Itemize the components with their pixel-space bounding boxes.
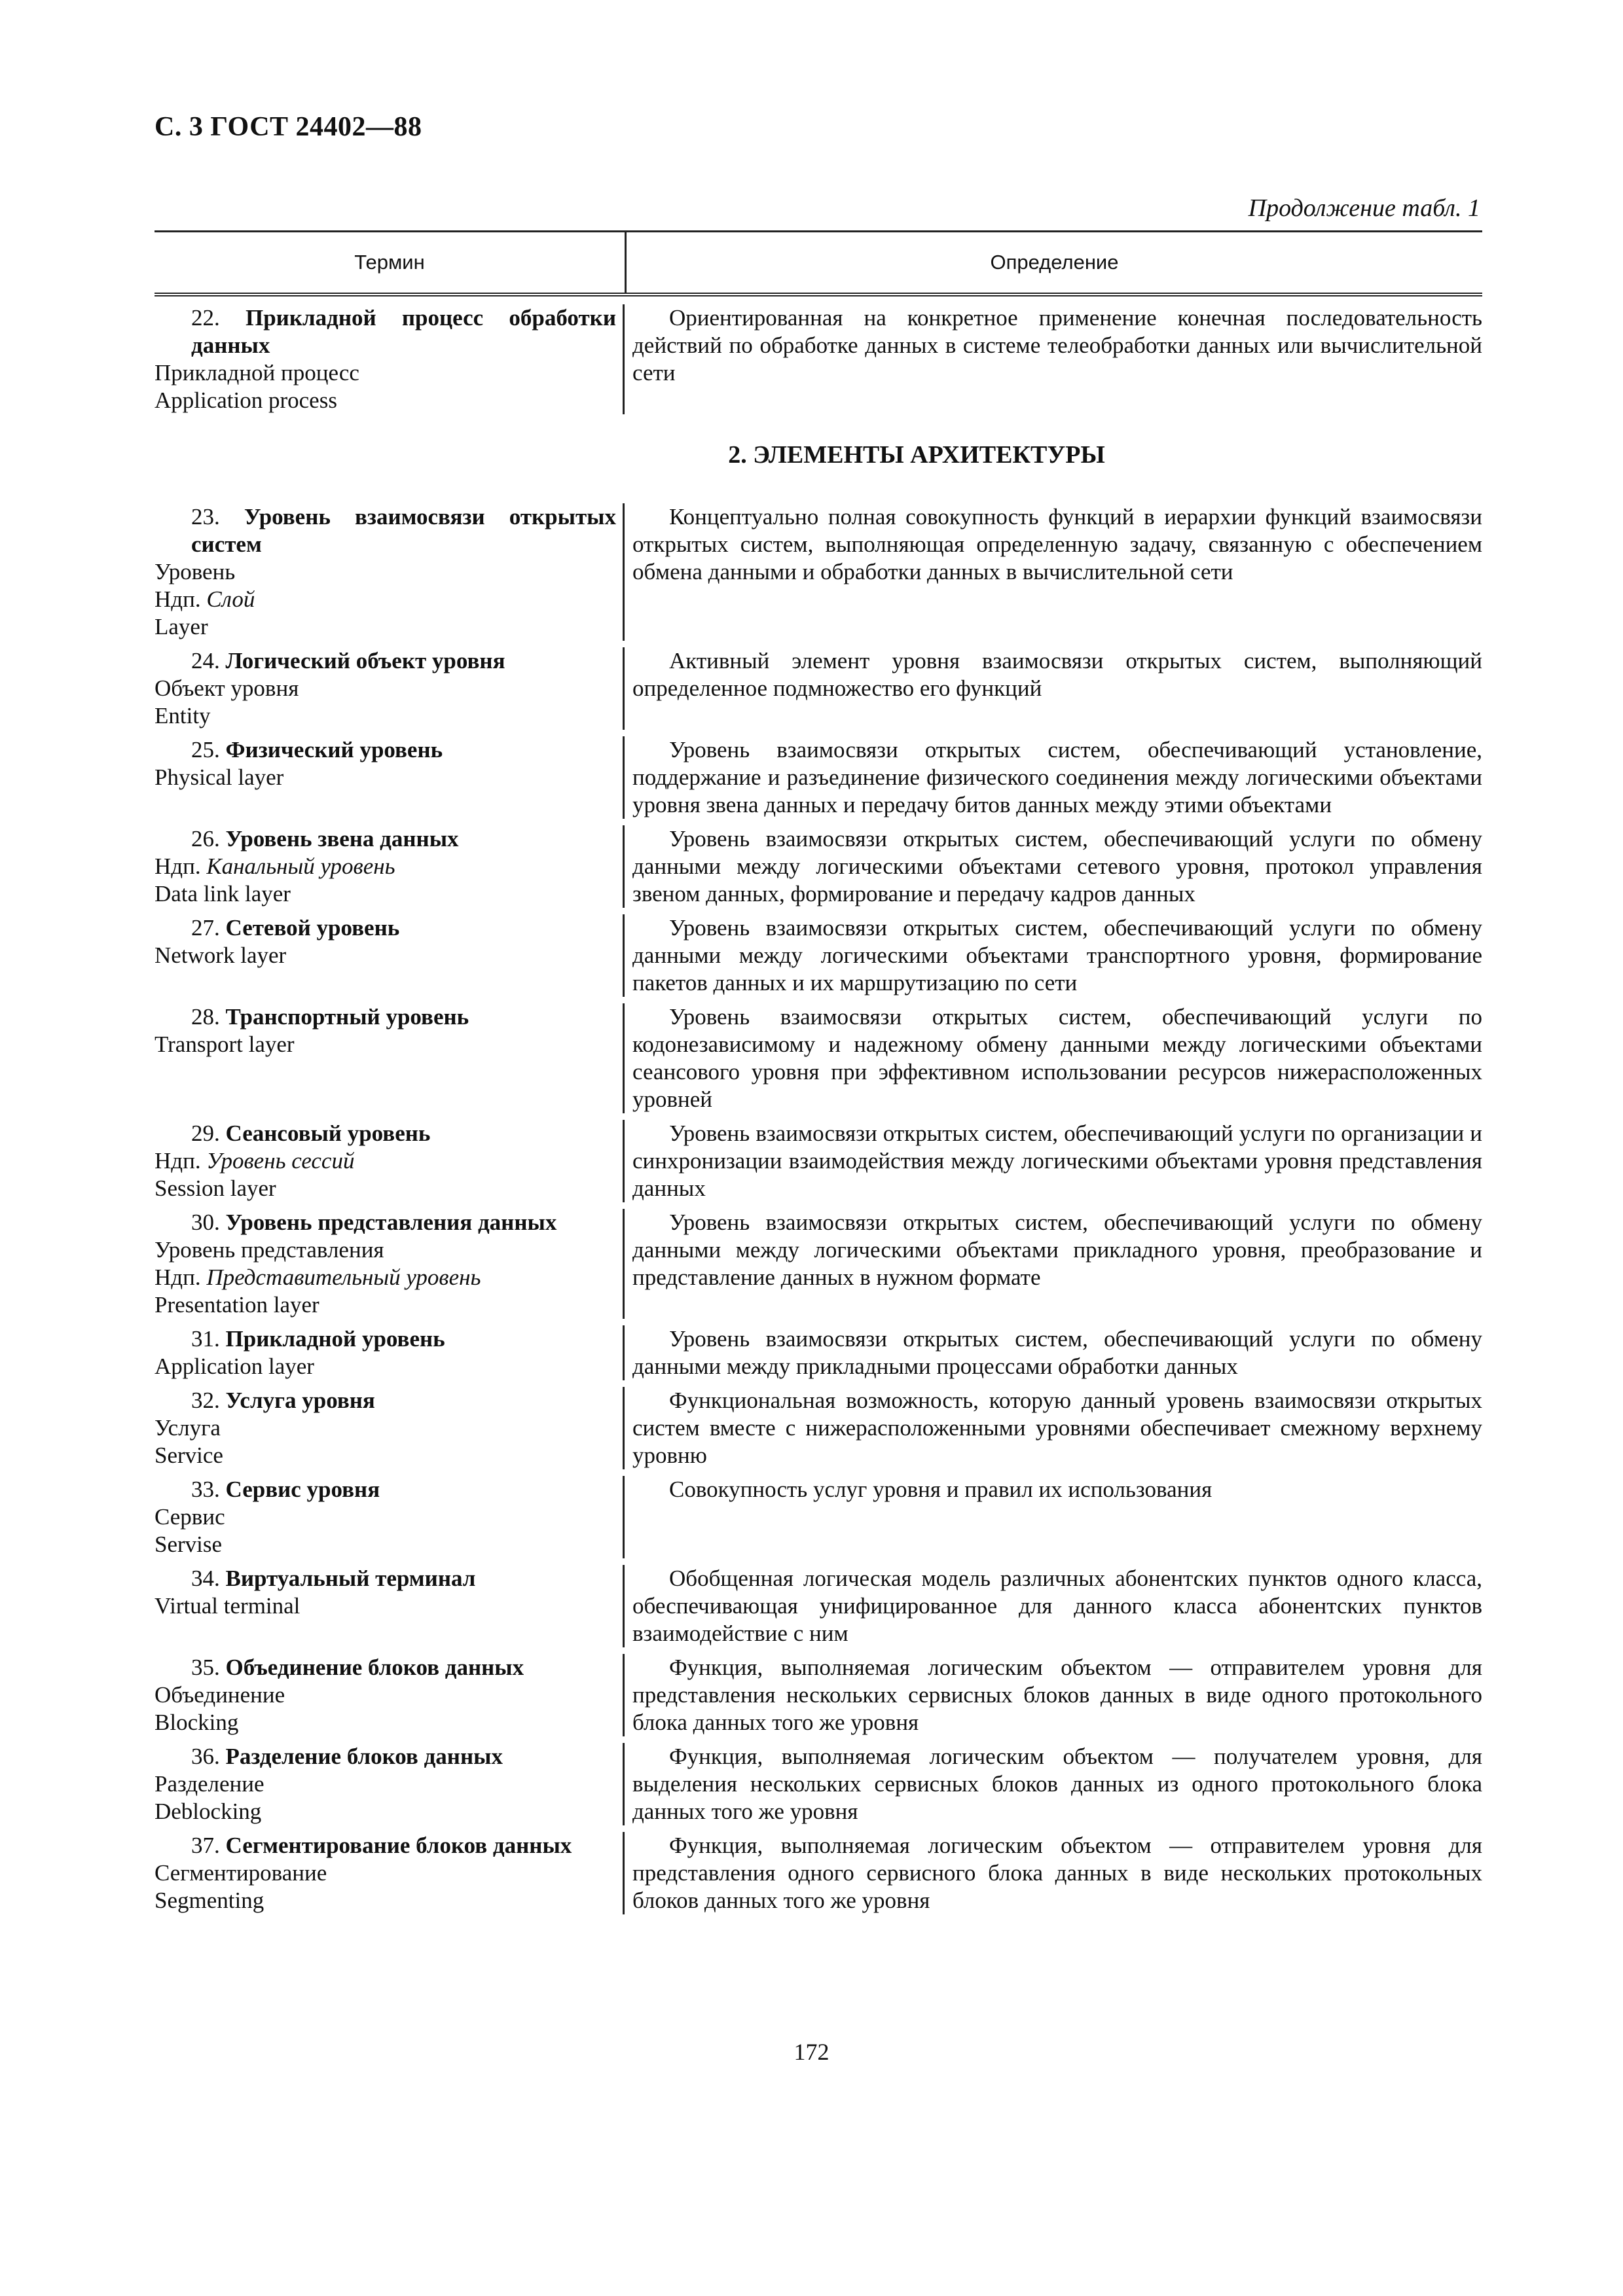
- table-row: [155, 825, 1482, 908]
- term-number: 29.: [191, 1121, 220, 1146]
- term-number: 31.: [191, 1326, 220, 1352]
- term-name: Сетевой уровень: [225, 915, 400, 941]
- term-number: 22.: [191, 305, 220, 331]
- term-synonym: Application layer: [155, 1354, 314, 1379]
- term-name: Сеансовый уровень: [225, 1121, 431, 1146]
- term-synonym: Servise: [155, 1532, 223, 1557]
- term-cell: [155, 914, 625, 997]
- table-continuation-label: Продолжение табл. 1: [1248, 194, 1480, 222]
- term-synonym: Physical layer: [155, 764, 284, 790]
- definition-cell: Совокупность услуг уровня и правил их использования: [669, 1477, 1213, 1502]
- term-name: Объединение блоков данных: [225, 1655, 524, 1680]
- deprecated-term-text: Уровень сессий: [206, 1148, 355, 1174]
- term-number: 24.: [191, 648, 220, 673]
- term-name: Прикладной уровень: [225, 1326, 445, 1352]
- term-name: Разделение блоков данных: [225, 1744, 503, 1769]
- term-cell: [155, 1209, 625, 1319]
- definition-cell: Функция, выполняемая логическим объектом — получателем уровня, для выделения нескольких сервисных блоков данных из одного протокольного блока данных того же уровня: [632, 1744, 1482, 1824]
- section-title: 2. ЭЛЕМЕНТЫ АРХИТЕКТУРЫ: [728, 441, 1105, 469]
- term-synonym: Deblocking: [155, 1799, 262, 1824]
- term-cell: [155, 825, 625, 908]
- deprecated-prefix: Ндп.: [155, 1148, 207, 1174]
- definition-cell: Ориентированная на конкретное применение конечная последовательность действий по обработке данных в системе телеобработки данных или вычислительной сети: [632, 305, 1482, 386]
- deprecated-term: [155, 1147, 616, 1175]
- term-title: [155, 736, 616, 764]
- table-body-main: [155, 503, 1482, 1914]
- term-title: [155, 825, 616, 853]
- term-number: 23.: [191, 504, 220, 529]
- table-row: [155, 1325, 1482, 1380]
- table-row: [155, 1209, 1482, 1319]
- definition-cell: Уровень взаимосвязи открытых систем, обеспечивающий услуги по обмену данными между логическими объектами сетевого уровня, протокол управления звеном данных, формирование и передачу кадров данных: [632, 826, 1482, 906]
- term-number: 36.: [191, 1744, 220, 1769]
- term-cell: [155, 1654, 625, 1736]
- term-synonym: Application process: [155, 387, 337, 413]
- deprecated-term: [155, 853, 616, 880]
- term-title: [155, 1325, 616, 1353]
- table-body-first: [155, 296, 1482, 414]
- term-number: 32.: [191, 1388, 220, 1413]
- term-name: Транспортный уровень: [225, 1004, 469, 1030]
- term-name: Прикладной процесс обработки данных: [191, 305, 616, 358]
- term-title: [155, 1209, 616, 1236]
- definition-cell: Концептуально полная совокупность функций в иерархии функций взаимосвязи открытых систем, выполняющая определенную задачу, связанную с обеспечением обмена данными и обработки данных в вычислительной сети: [632, 504, 1482, 584]
- page-number: 172: [793, 2039, 830, 2065]
- term-cell: [155, 736, 625, 819]
- document-header: С. 3 ГОСТ 24402—88: [155, 112, 422, 142]
- deprecated-prefix: Ндп.: [155, 1265, 207, 1290]
- table-row: [155, 1565, 1482, 1647]
- table-row: [155, 1003, 1482, 1113]
- definition-cell: Функция, выполняемая логическим объектом — отправителем уровня для представления одного сервисного блока данных в виде нескольких протокольных блоков данных того же уровня: [632, 1833, 1482, 1913]
- term-cell: [155, 1120, 625, 1202]
- table-row: [155, 503, 1482, 641]
- term-name: Уровень представления данных: [225, 1210, 557, 1235]
- term-synonym: Объект уровня: [155, 675, 299, 701]
- definition-cell: Активный элемент уровня взаимосвязи открытых систем, выполняющий определенное подмножество его функций: [632, 648, 1482, 701]
- term-synonym: Segmenting: [155, 1888, 264, 1913]
- term-cell: [155, 1743, 625, 1825]
- deprecated-term: [155, 1264, 616, 1291]
- term-cell: [155, 503, 625, 641]
- definition-cell: Уровень взаимосвязи открытых систем, обеспечивающий услуги по организации и синхронизации взаимодействия между логическими объектами уровня представления данных: [632, 1121, 1482, 1201]
- term-name: Логический объект уровня: [225, 648, 505, 673]
- term-number: 25.: [191, 737, 220, 762]
- term-cell: [155, 1325, 625, 1380]
- definition-cell: Обобщенная логическая модель различных абонентских пунктов одного класса, обеспечивающая унифицированное для данного класса абонентских пунктов взаимодействие с ним: [632, 1566, 1482, 1646]
- table-row: [155, 736, 1482, 819]
- term-title: [155, 1832, 616, 1859]
- table-row: [155, 647, 1482, 730]
- term-synonym: Entity: [155, 703, 211, 728]
- term-number: 35.: [191, 1655, 220, 1680]
- term-synonym: Объединение: [155, 1682, 285, 1708]
- table-row: [155, 304, 1482, 414]
- deprecated-prefix: Ндп.: [155, 853, 207, 879]
- term-cell: [155, 647, 625, 730]
- table-header-row: [155, 230, 1482, 296]
- term-synonym: Уровень: [155, 559, 236, 584]
- term-synonym: Услуга: [155, 1415, 221, 1441]
- table-row: [155, 1387, 1482, 1469]
- deprecated-term-text: Канальный уровень: [206, 853, 395, 879]
- term-synonym: Сегментирование: [155, 1860, 327, 1886]
- term-number: 27.: [191, 915, 220, 941]
- deprecated-term-text: Слой: [206, 586, 255, 612]
- term-cell: [155, 1476, 625, 1558]
- term-title: [155, 1743, 616, 1770]
- table-row: [155, 914, 1482, 997]
- table-row: [155, 1476, 1482, 1558]
- term-number: 34.: [191, 1566, 220, 1591]
- term-synonym: Data link layer: [155, 881, 291, 906]
- deprecated-prefix: Ндп.: [155, 586, 207, 612]
- term-synonym: Прикладной процесс: [155, 360, 359, 386]
- term-title: [155, 1387, 616, 1414]
- term-number: 30.: [191, 1210, 220, 1235]
- column-header-term: Термин: [155, 232, 627, 293]
- term-number: 26.: [191, 826, 220, 852]
- definition-cell: Уровень взаимосвязи открытых систем, обеспечивающий услуги по кодонезависимому и надежному обмену данными между логическими объектами сеансового уровня при эффективном использовании ресурсов нижерасположенных уровней: [632, 1004, 1482, 1112]
- term-synonym: Session layer: [155, 1175, 276, 1201]
- table-row: [155, 1120, 1482, 1202]
- term-cell: [155, 1003, 625, 1113]
- table-row: [155, 1832, 1482, 1914]
- term-title: [155, 1003, 616, 1031]
- term-cell: [155, 1387, 625, 1469]
- term-cell: [155, 1832, 625, 1914]
- term-synonym: Network layer: [155, 942, 287, 968]
- term-name: Сегментирование блоков данных: [225, 1833, 572, 1858]
- definition-cell: Уровень взаимосвязи открытых систем, обеспечивающий услуги по обмену данными между логическими объектами транспортного уровня, формирование пакетов данных и их маршрутизацию по сети: [632, 915, 1482, 996]
- term-name: Сервис уровня: [225, 1477, 380, 1502]
- term-cell: [155, 304, 625, 414]
- term-name: Услуга уровня: [225, 1388, 375, 1413]
- term-cell: [155, 1565, 625, 1647]
- term-number: 28.: [191, 1004, 220, 1030]
- term-synonym: Разделение: [155, 1771, 264, 1797]
- term-number: 33.: [191, 1477, 220, 1502]
- definition-cell: Функция, выполняемая логическим объектом — отправителем уровня для представления нескольких сервисных блоков данных в виде одного протокольного блока данных того же уровня: [632, 1655, 1482, 1735]
- term-synonym: Transport layer: [155, 1031, 295, 1057]
- deprecated-term: [155, 586, 616, 613]
- term-name: Уровень взаимосвязи открытых систем: [191, 504, 616, 557]
- term-synonym: Layer: [155, 614, 208, 639]
- term-synonym: Presentation layer: [155, 1292, 319, 1318]
- term-synonym: Сервис: [155, 1504, 225, 1530]
- term-title: [155, 914, 616, 942]
- definition-cell: Уровень взаимосвязи открытых систем, обеспечивающий услуги по обмену данными между прикладными процессами обработки данных: [632, 1326, 1482, 1379]
- term-title: [155, 1120, 616, 1147]
- term-number: 37.: [191, 1833, 220, 1858]
- deprecated-term-text: Представительный уровень: [206, 1265, 481, 1290]
- table-row: [155, 1743, 1482, 1825]
- term-title: [155, 503, 616, 558]
- term-synonym: Virtual terminal: [155, 1593, 301, 1619]
- terms-table: [155, 230, 1482, 1921]
- term-synonym: Blocking: [155, 1710, 239, 1735]
- table-row: [155, 1654, 1482, 1736]
- column-header-definition: Определение: [990, 251, 1119, 274]
- term-title: [155, 1565, 616, 1592]
- term-name: Уровень звена данных: [225, 826, 459, 852]
- definition-cell: Уровень взаимосвязи открытых систем, обеспечивающий установление, поддержание и разъединение физического соединения между логическими объектами уровня звена данных и передачу битов данных между этими объектами: [632, 737, 1482, 817]
- term-title: [155, 647, 616, 675]
- term-title: [155, 304, 616, 359]
- definition-cell: Уровень взаимосвязи открытых систем, обеспечивающий услуги по обмену данными между логическими объектами прикладного уровня, преобразование и представление данных в нужном формате: [632, 1210, 1482, 1290]
- term-name: Виртуальный терминал: [225, 1566, 476, 1591]
- definition-cell: Функциональная возможность, которую данный уровень взаимосвязи открытых систем вместе с нижерасположенными уровнями обеспечивает смежному верхнему уровню: [632, 1388, 1482, 1468]
- term-synonym: Уровень представления: [155, 1237, 384, 1263]
- term-synonym: Service: [155, 1443, 223, 1468]
- term-name: Физический уровень: [225, 737, 443, 762]
- term-title: [155, 1476, 616, 1503]
- term-title: [155, 1654, 616, 1681]
